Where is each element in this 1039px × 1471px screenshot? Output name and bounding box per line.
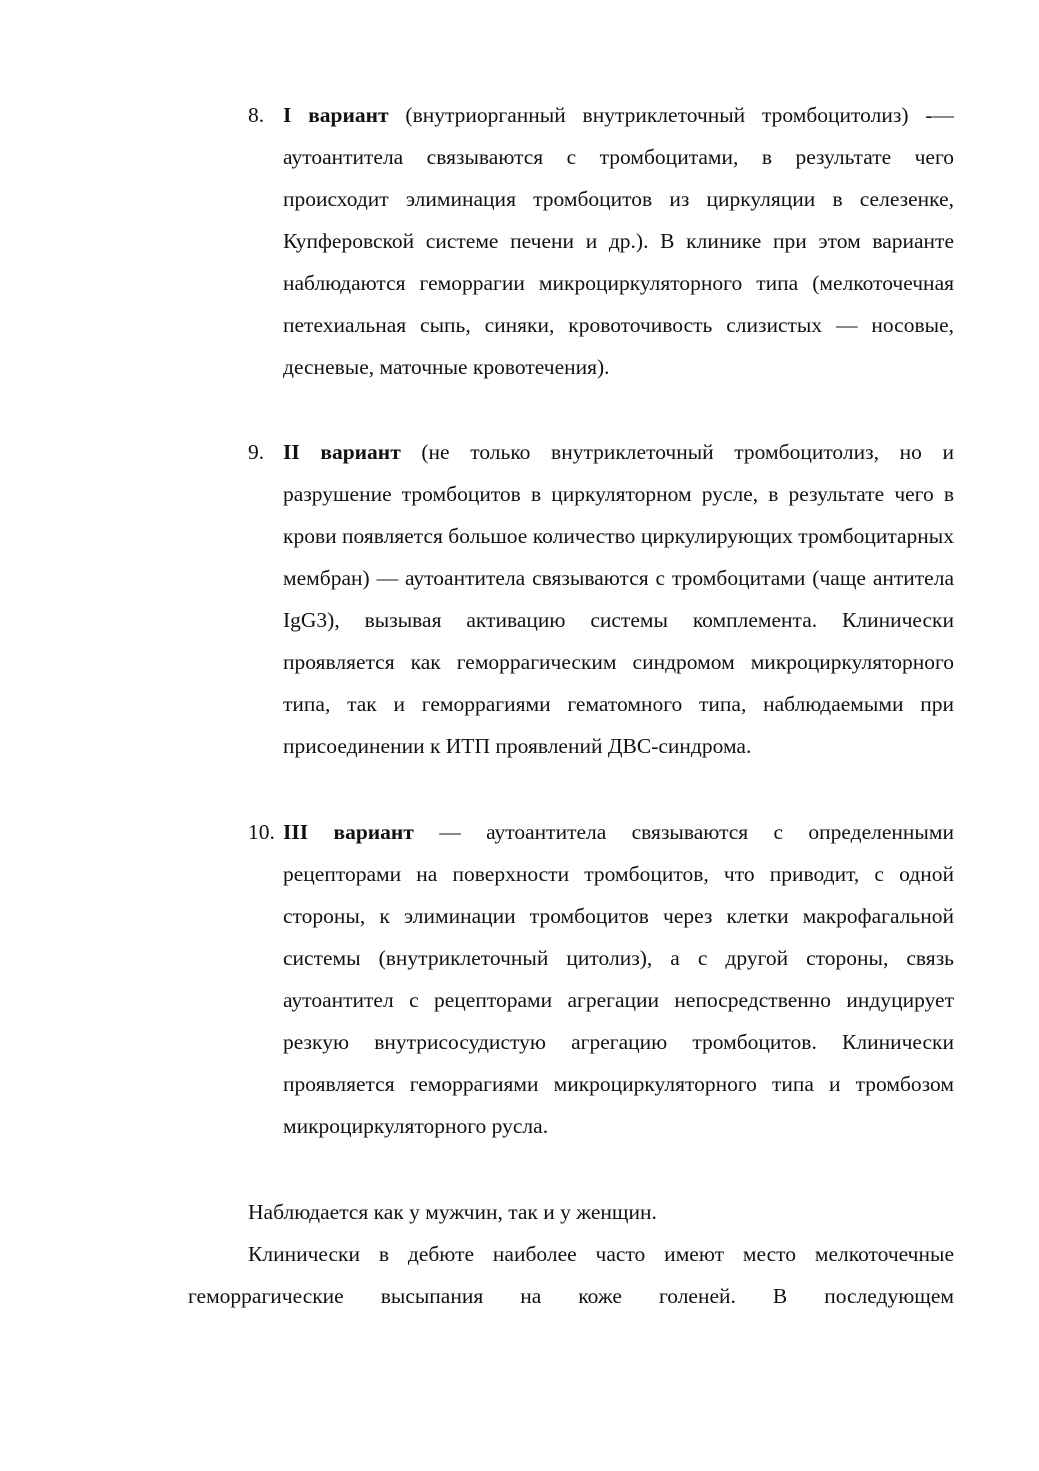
variant-description: (не только внутриклеточный тромбоцитолиз, но и разрушение тромбоцитов в циркуляторном русле, в результате чего в крови появляется большое количество циркулирующих тромбоцитарных мембран) — аутоантитела связываются с тромбоцитами (чаще антитела IgG3), вызывая активацию системы комплемента. Клинически проявляется как геморрагическим синдромом микроциркуляторного типа, так и геморрагиями гематомного типа, наблюдаемыми при присоединении к ИТП проявлений ДВС-синдрома. [283,440,955,758]
variant-description: — аутоантитела связываются с определенными рецепторами на поверхности тромбоцитов, что приводит, с одной стороны, к элиминации тромбоцитов через клетки макрофагальной системы (внутриклеточный цитолиз), а с другой стороны, связь аутоантител с рецепторами агрегации непосредственно индуцирует резкую внутрисосудистую агрегацию тромбоцитов. Клинически проявляется геморрагиями микроциркуляторного типа и тромбозом микроциркуляторного русла. [283,820,954,1138]
variant-title: II вариант [283,440,401,464]
list-item-variant-1 [248,94,954,388]
list-number: 8. [248,103,265,127]
list-item-text [283,94,954,388]
list-item-text [283,431,954,767]
paragraph-clinical-onset: Клинически в дебюте наиболее часто имеют место мелкоточечные геморрагические высыпания на коже голеней. В последующем [188,1242,954,1308]
list-number: 9. [248,440,265,464]
list-item-text [283,811,954,1147]
list-number: 10. [248,820,275,844]
variant-description: (внутриорганный внутриклеточный тромбоцитолиз) -— аутоантитела связываются с тромбоцитами, в результате чего происходит элиминация тромбоцитов из циркуляции в селезенке, Купферовской системе печени и др.). В клинике при этом варианте наблюдаются геморрагии микроциркуляторного типа (мелкоточечная петехиальная сыпь, синяки, кровоточивость слизистых — носовые, десневые, маточные кровотечения). [283,103,954,379]
list-item-variant-3 [248,811,954,1147]
variant-title: I вариант [283,103,389,127]
list-item-variant-2 [248,431,954,767]
paragraph-occurrence: Наблюдается как у мужчин, так и у женщин. [248,1200,657,1224]
variant-title: III вариант [283,820,414,844]
